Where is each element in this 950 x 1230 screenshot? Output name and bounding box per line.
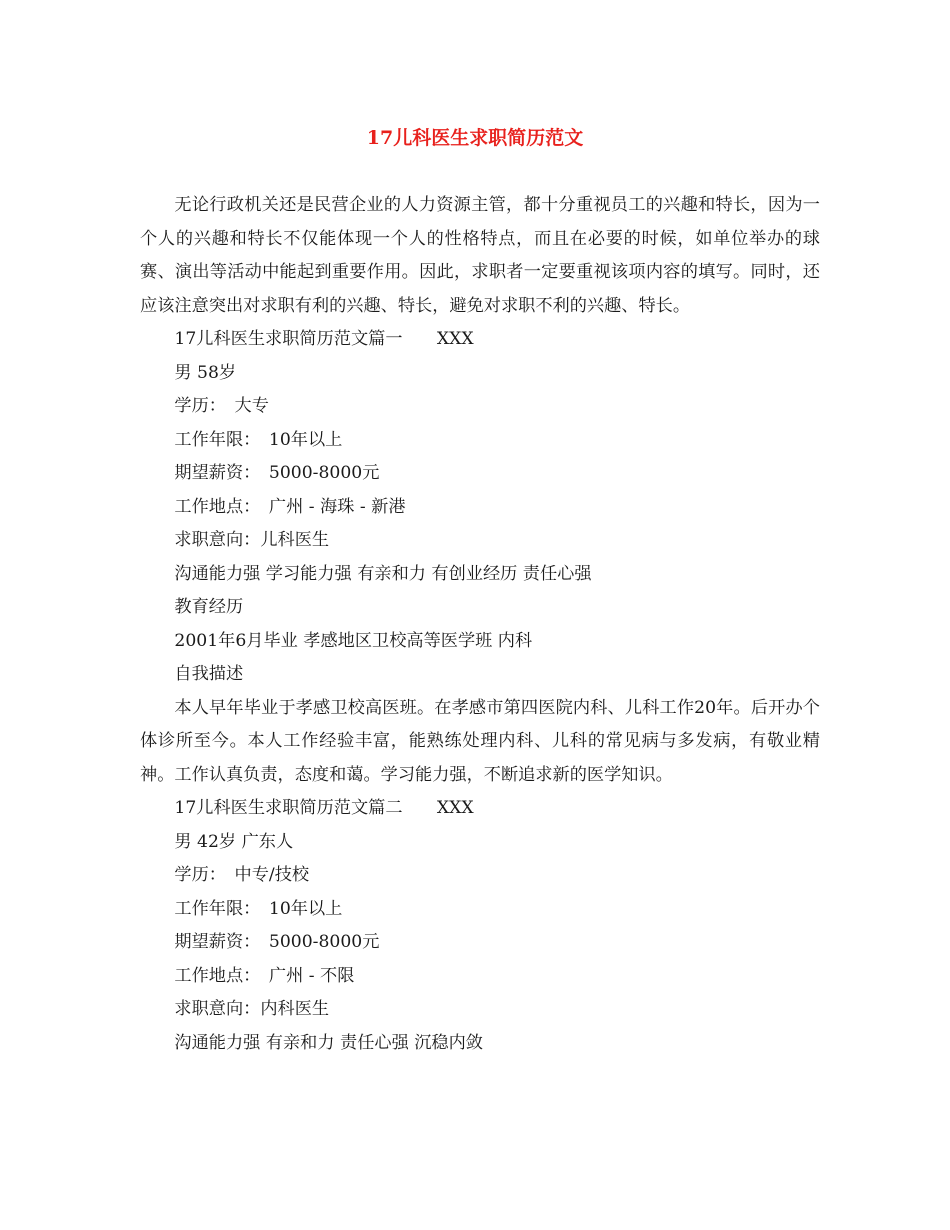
resume1-education: 学历： 大专 (174, 396, 269, 416)
resume1-expected-salary: 期望薪资： 5000-8000元 (174, 463, 380, 483)
resume2-job-intent: 求职意向：内科医生 (174, 999, 330, 1019)
resume1-self-description-heading: 自我描述 (174, 664, 244, 684)
resume1-education-item: 2001年6月毕业 孝感地区卫校高等医学班 内科 (174, 630, 533, 651)
resume2-work-location: 工作地点： 广州 - 不限 (174, 965, 355, 986)
resume1-self-description: 本人早年毕业于孝感卫校高医班。在孝感市第四医院内科、儿科工作20年。后开办个体诊所至今。本人工作经验丰富，能熟练处理内科、儿科的常见病与多发病，有敬业精神。工作认真负责，态度和蔼。学习能力强，不断追求新的医学知识。 (140, 697, 820, 785)
resume1-skills: 沟通能力强 学习能力强 有亲和力 有创业经历 责任心强 (174, 563, 592, 584)
resume2-skills: 沟通能力强 有亲和力 责任心强 沉稳内敛 (174, 1032, 483, 1053)
resume1-job-intent: 求职意向：儿科医生 (174, 530, 330, 550)
resume1-work-location: 工作地点： 广州 - 海珠 - 新港 (174, 496, 406, 517)
resume1-work-years: 工作年限： 10年以上 (174, 429, 343, 450)
resume2-basic-info: 男 42岁 广东人 (174, 831, 294, 852)
resume2-work-years: 工作年限： 10年以上 (174, 898, 343, 919)
intro-paragraph: 无论行政机关还是民营企业的人力资源主管，都十分重视员工的兴趣和特长，因为一个人的兴趣和特长不仅能体现一个人的性格特点，而且在必要的时候，如单位举办的球赛、演出等活动中能起到重要作用。因此，求职者一定要重视该项内容的填写。同时，还应该注意突出对求职有利的兴趣、特长，避免对求职不利的兴趣、特长。 (140, 195, 820, 316)
resume2-expected-salary: 期望薪资： 5000-8000元 (174, 932, 380, 952)
resume2-heading: 17儿科医生求职简历范文篇二 XXX (174, 798, 474, 818)
resume1-basic-info: 男 58岁 (174, 362, 237, 383)
resume1-education-heading: 教育经历 (174, 597, 244, 617)
document-body (140, 189, 820, 1060)
document-title: 17儿科医生求职简历范文 (366, 127, 584, 149)
resume1-heading: 17儿科医生求职简历范文篇一 XXX (174, 329, 474, 349)
resume2-education: 学历： 中专/技校 (174, 865, 310, 885)
